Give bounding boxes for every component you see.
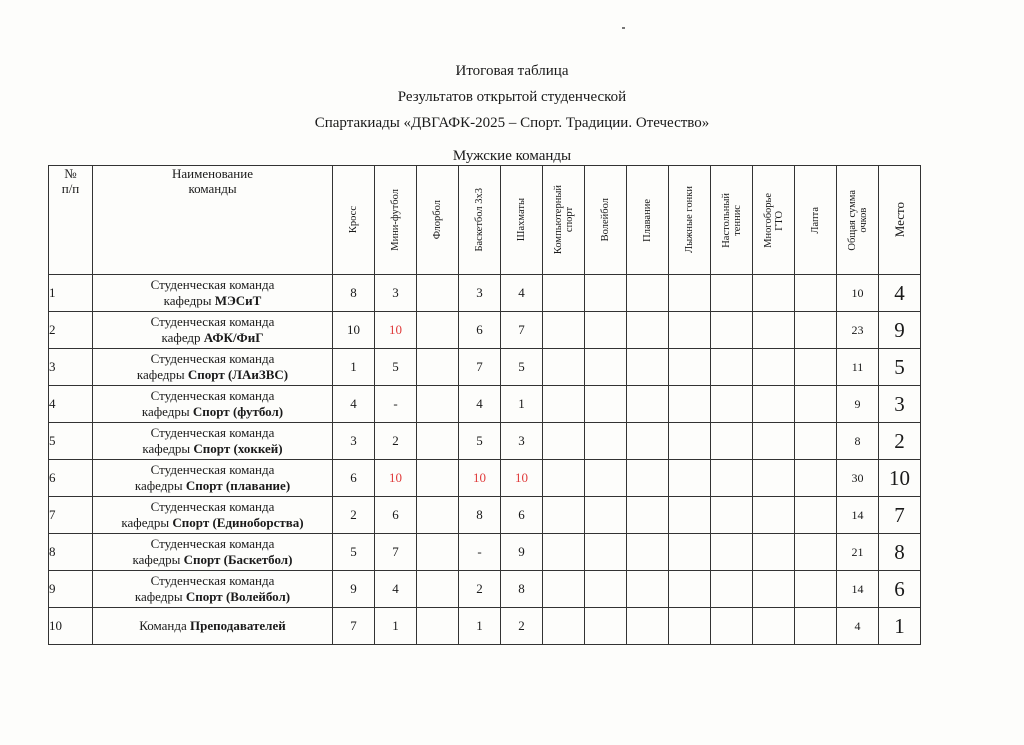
score-cell	[795, 386, 837, 423]
team-name-plain: кафедры	[134, 589, 186, 604]
team-name-bold: МЭСиТ	[214, 293, 262, 308]
score-cell	[585, 608, 627, 645]
score-cell	[753, 349, 795, 386]
place: 6	[879, 571, 921, 608]
score-cell: 5	[333, 534, 375, 571]
team-name-plain: кафедры	[136, 367, 188, 382]
score-cell	[753, 497, 795, 534]
row-number: 2	[49, 312, 93, 349]
score-cell: 4	[459, 386, 501, 423]
score-cell	[543, 534, 585, 571]
total-points: 21	[837, 534, 879, 571]
header-sport-text: Баскетбол 3х3	[474, 188, 485, 252]
score-cell: 1	[375, 608, 417, 645]
score-cell	[795, 571, 837, 608]
score-cell	[795, 460, 837, 497]
score-cell	[585, 312, 627, 349]
score-cell: 2	[501, 608, 543, 645]
team-name-bold: Преподавателей	[190, 618, 286, 633]
score-cell	[711, 497, 753, 534]
title-line-3: Спартакиады «ДВГАФК-2025 – Спорт. Традиции. Отечество»	[314, 115, 710, 131]
score-cell: -	[375, 386, 417, 423]
score-cell: 6	[333, 460, 375, 497]
table-row	[49, 386, 921, 423]
total-points: 23	[837, 312, 879, 349]
score-cell: 4	[375, 571, 417, 608]
score-cell	[753, 312, 795, 349]
score-cell	[795, 608, 837, 645]
header-sport-text: Настольный теннис	[720, 192, 743, 248]
score-cell	[711, 386, 753, 423]
score-cell	[711, 534, 753, 571]
score-cell	[669, 608, 711, 645]
score-cell: 3	[333, 423, 375, 460]
team-name-prefix: Студенческая команда	[150, 462, 275, 477]
total-points: 4	[837, 608, 879, 645]
table-row	[49, 497, 921, 534]
header-row	[49, 166, 921, 275]
score-cell	[753, 386, 795, 423]
score-cell	[753, 571, 795, 608]
score-cell	[417, 275, 459, 312]
row-number: 5	[49, 423, 93, 460]
score-cell	[585, 386, 627, 423]
header-sport	[585, 166, 627, 275]
score-cell: 5	[459, 423, 501, 460]
score-cell	[711, 275, 753, 312]
team-name-plain: кафедры	[142, 441, 194, 456]
results-table	[48, 165, 921, 645]
team-name-line	[93, 618, 332, 634]
team-name-plain: Команда	[139, 618, 191, 633]
score-cell	[669, 312, 711, 349]
score-cell	[753, 534, 795, 571]
score-cell	[543, 275, 585, 312]
team-name-prefix: Студенческая команда	[150, 277, 275, 292]
team-name-plain: кафедры	[163, 293, 215, 308]
score-cell: -	[459, 534, 501, 571]
place: 3	[879, 386, 921, 423]
score-cell: 10	[501, 460, 543, 497]
score-cell	[669, 275, 711, 312]
team-name	[93, 608, 333, 645]
team-name-prefix: Студенческая команда	[150, 351, 275, 366]
score-cell: 6	[459, 312, 501, 349]
team-name	[93, 423, 333, 460]
score-cell: 7	[375, 534, 417, 571]
score-cell: 7	[333, 608, 375, 645]
score-cell: 5	[375, 349, 417, 386]
score-cell	[627, 312, 669, 349]
header-sport	[375, 166, 417, 275]
team-name-bold: Спорт (плавание)	[185, 478, 291, 493]
team-name-bold: Спорт (ЛАиЗВС)	[187, 367, 289, 382]
team-name-plain: кафедры	[141, 404, 193, 419]
score-cell	[627, 571, 669, 608]
score-cell	[417, 571, 459, 608]
team-name-plain: кафедры	[121, 515, 173, 530]
score-cell: 1	[501, 386, 543, 423]
title-line-1: Итоговая таблица	[455, 63, 569, 79]
score-cell	[585, 534, 627, 571]
score-cell: 6	[375, 497, 417, 534]
score-cell	[543, 386, 585, 423]
team-name	[93, 571, 333, 608]
team-name-bold: АФК/ФиГ	[203, 330, 264, 345]
score-cell	[543, 423, 585, 460]
score-cell	[795, 534, 837, 571]
team-name-bold: Спорт (Единоборства)	[172, 515, 304, 530]
header-sport	[459, 166, 501, 275]
score-cell	[417, 386, 459, 423]
table-row	[49, 534, 921, 571]
score-cell: 7	[459, 349, 501, 386]
score-cell	[543, 497, 585, 534]
score-cell	[753, 608, 795, 645]
score-cell	[669, 460, 711, 497]
table-row	[49, 423, 921, 460]
header-sport	[753, 166, 795, 275]
row-number: 7	[49, 497, 93, 534]
score-cell	[627, 608, 669, 645]
score-cell	[543, 608, 585, 645]
score-cell: 10	[459, 460, 501, 497]
score-cell: 9	[501, 534, 543, 571]
header-sport	[711, 166, 753, 275]
score-cell	[585, 275, 627, 312]
table-row	[49, 571, 921, 608]
team-name-line	[93, 293, 332, 309]
row-number: 1	[49, 275, 93, 312]
header-total	[837, 166, 879, 275]
score-cell	[585, 460, 627, 497]
header-sport-text: Компьютерный спорт	[552, 185, 575, 255]
place: 9	[879, 312, 921, 349]
team-name	[93, 349, 333, 386]
table-row	[49, 608, 921, 645]
header-sport-text: Лыжные гонки	[684, 186, 695, 254]
score-cell: 10	[333, 312, 375, 349]
score-cell	[417, 534, 459, 571]
row-number: 4	[49, 386, 93, 423]
score-cell	[669, 571, 711, 608]
score-cell: 4	[333, 386, 375, 423]
score-cell	[417, 349, 459, 386]
table-row	[49, 460, 921, 497]
team-name-prefix: Студенческая команда	[150, 573, 275, 588]
header-number	[49, 166, 93, 275]
row-number: 6	[49, 460, 93, 497]
score-cell: 2	[375, 423, 417, 460]
score-cell	[795, 275, 837, 312]
table-row	[49, 312, 921, 349]
score-cell	[627, 275, 669, 312]
team-name-line	[93, 515, 332, 531]
total-points: 8	[837, 423, 879, 460]
team-name	[93, 460, 333, 497]
team-name	[93, 312, 333, 349]
team-name-prefix: Студенческая команда	[150, 388, 275, 403]
score-cell	[627, 349, 669, 386]
score-cell: 3	[375, 275, 417, 312]
header-sport-text: Шахматы	[516, 198, 527, 242]
team-name-line	[93, 589, 332, 605]
score-cell	[795, 497, 837, 534]
team-name-line	[93, 478, 332, 494]
team-name-prefix: Студенческая команда	[150, 536, 275, 551]
score-cell: 10	[375, 312, 417, 349]
header-place-text: Место	[892, 202, 907, 238]
total-points: 9	[837, 386, 879, 423]
score-cell: 1	[459, 608, 501, 645]
score-cell: 3	[459, 275, 501, 312]
score-cell	[543, 571, 585, 608]
header-sport	[669, 166, 711, 275]
team-name-bold: Спорт (футбол)	[192, 404, 284, 419]
score-cell: 3	[501, 423, 543, 460]
score-cell	[669, 386, 711, 423]
team-name-bold: Спорт (хоккей)	[193, 441, 283, 456]
team-name-prefix: Студенческая команда	[150, 425, 275, 440]
team-name	[93, 534, 333, 571]
team-name-prefix: Студенческая команда	[150, 499, 275, 514]
title-line-2: Результатов открытой студенческой	[397, 89, 627, 105]
score-cell	[543, 349, 585, 386]
score-cell	[417, 312, 459, 349]
score-cell: 6	[501, 497, 543, 534]
place: 5	[879, 349, 921, 386]
document-header	[0, 58, 1024, 136]
score-cell	[543, 460, 585, 497]
header-place	[879, 166, 921, 275]
place: 2	[879, 423, 921, 460]
score-cell	[585, 349, 627, 386]
score-cell	[627, 534, 669, 571]
score-cell	[753, 460, 795, 497]
score-cell	[417, 608, 459, 645]
header-sport-text: Многоборье ГТО	[762, 192, 785, 248]
team-name-line	[93, 367, 332, 383]
score-cell	[711, 571, 753, 608]
score-cell: 2	[459, 571, 501, 608]
team-name-line	[93, 441, 332, 457]
score-cell	[627, 460, 669, 497]
header-total-text: Общая сумма очков	[846, 189, 869, 251]
header-sport-text: Плавание	[642, 198, 653, 242]
score-cell: 1	[333, 349, 375, 386]
total-points: 11	[837, 349, 879, 386]
place: 1	[879, 608, 921, 645]
score-cell	[417, 497, 459, 534]
team-name-line	[93, 404, 332, 420]
header-sport-text: Лапта	[810, 206, 821, 234]
team-name-plain: кафедры	[132, 552, 184, 567]
score-cell: 2	[333, 497, 375, 534]
header-sport	[417, 166, 459, 275]
team-name-plain: кафедр	[161, 330, 204, 345]
header-team-name-text: Наименование команды	[172, 166, 253, 196]
team-name-prefix: Студенческая команда	[150, 314, 275, 329]
score-cell	[585, 423, 627, 460]
team-name-line	[93, 552, 332, 568]
score-cell	[585, 571, 627, 608]
team-name	[93, 386, 333, 423]
header-team-name	[93, 166, 333, 275]
header-sport-text: Волейбол	[600, 198, 611, 242]
score-cell	[795, 312, 837, 349]
place: 8	[879, 534, 921, 571]
header-sport-text: Кросс	[348, 206, 359, 234]
header-sport	[543, 166, 585, 275]
score-cell: 5	[501, 349, 543, 386]
row-number: 10	[49, 608, 93, 645]
team-name	[93, 275, 333, 312]
score-cell	[795, 423, 837, 460]
team-name	[93, 497, 333, 534]
score-cell	[711, 349, 753, 386]
row-number: 9	[49, 571, 93, 608]
section-title: Мужские команды	[452, 148, 572, 164]
score-cell: 8	[459, 497, 501, 534]
team-name-plain: кафедры	[134, 478, 186, 493]
score-cell	[417, 423, 459, 460]
total-points: 14	[837, 571, 879, 608]
total-points: 30	[837, 460, 879, 497]
team-name-bold: Спорт (Волейбол)	[185, 589, 291, 604]
header-number-text: № п/п	[61, 166, 80, 196]
header-sport-text: Флорбол	[432, 200, 443, 240]
score-cell	[711, 312, 753, 349]
header-sport	[627, 166, 669, 275]
score-cell: 4	[501, 275, 543, 312]
score-cell: 8	[333, 275, 375, 312]
score-cell	[543, 312, 585, 349]
score-cell	[585, 497, 627, 534]
score-cell: 8	[501, 571, 543, 608]
score-cell	[753, 275, 795, 312]
place: 4	[879, 275, 921, 312]
score-cell	[669, 497, 711, 534]
score-cell	[627, 386, 669, 423]
header-sport-text: Мини-футбол	[390, 189, 401, 251]
score-cell	[627, 497, 669, 534]
score-cell	[711, 460, 753, 497]
score-cell	[711, 608, 753, 645]
header-sport	[333, 166, 375, 275]
total-points: 14	[837, 497, 879, 534]
score-cell	[795, 349, 837, 386]
score-cell	[753, 423, 795, 460]
score-cell: 9	[333, 571, 375, 608]
score-cell	[711, 423, 753, 460]
table-row	[49, 275, 921, 312]
score-cell	[669, 534, 711, 571]
row-number: 8	[49, 534, 93, 571]
score-cell	[627, 423, 669, 460]
place: 7	[879, 497, 921, 534]
score-cell	[669, 423, 711, 460]
score-cell	[417, 460, 459, 497]
score-cell: 7	[501, 312, 543, 349]
score-cell: 10	[375, 460, 417, 497]
row-number: 3	[49, 349, 93, 386]
header-sport	[501, 166, 543, 275]
table-row	[49, 349, 921, 386]
score-cell	[669, 349, 711, 386]
place: 10	[879, 460, 921, 497]
team-name-line	[93, 330, 332, 346]
team-name-bold: Спорт (Баскетбол)	[183, 552, 293, 567]
scan-speck	[622, 27, 625, 29]
header-sport	[795, 166, 837, 275]
total-points: 10	[837, 275, 879, 312]
